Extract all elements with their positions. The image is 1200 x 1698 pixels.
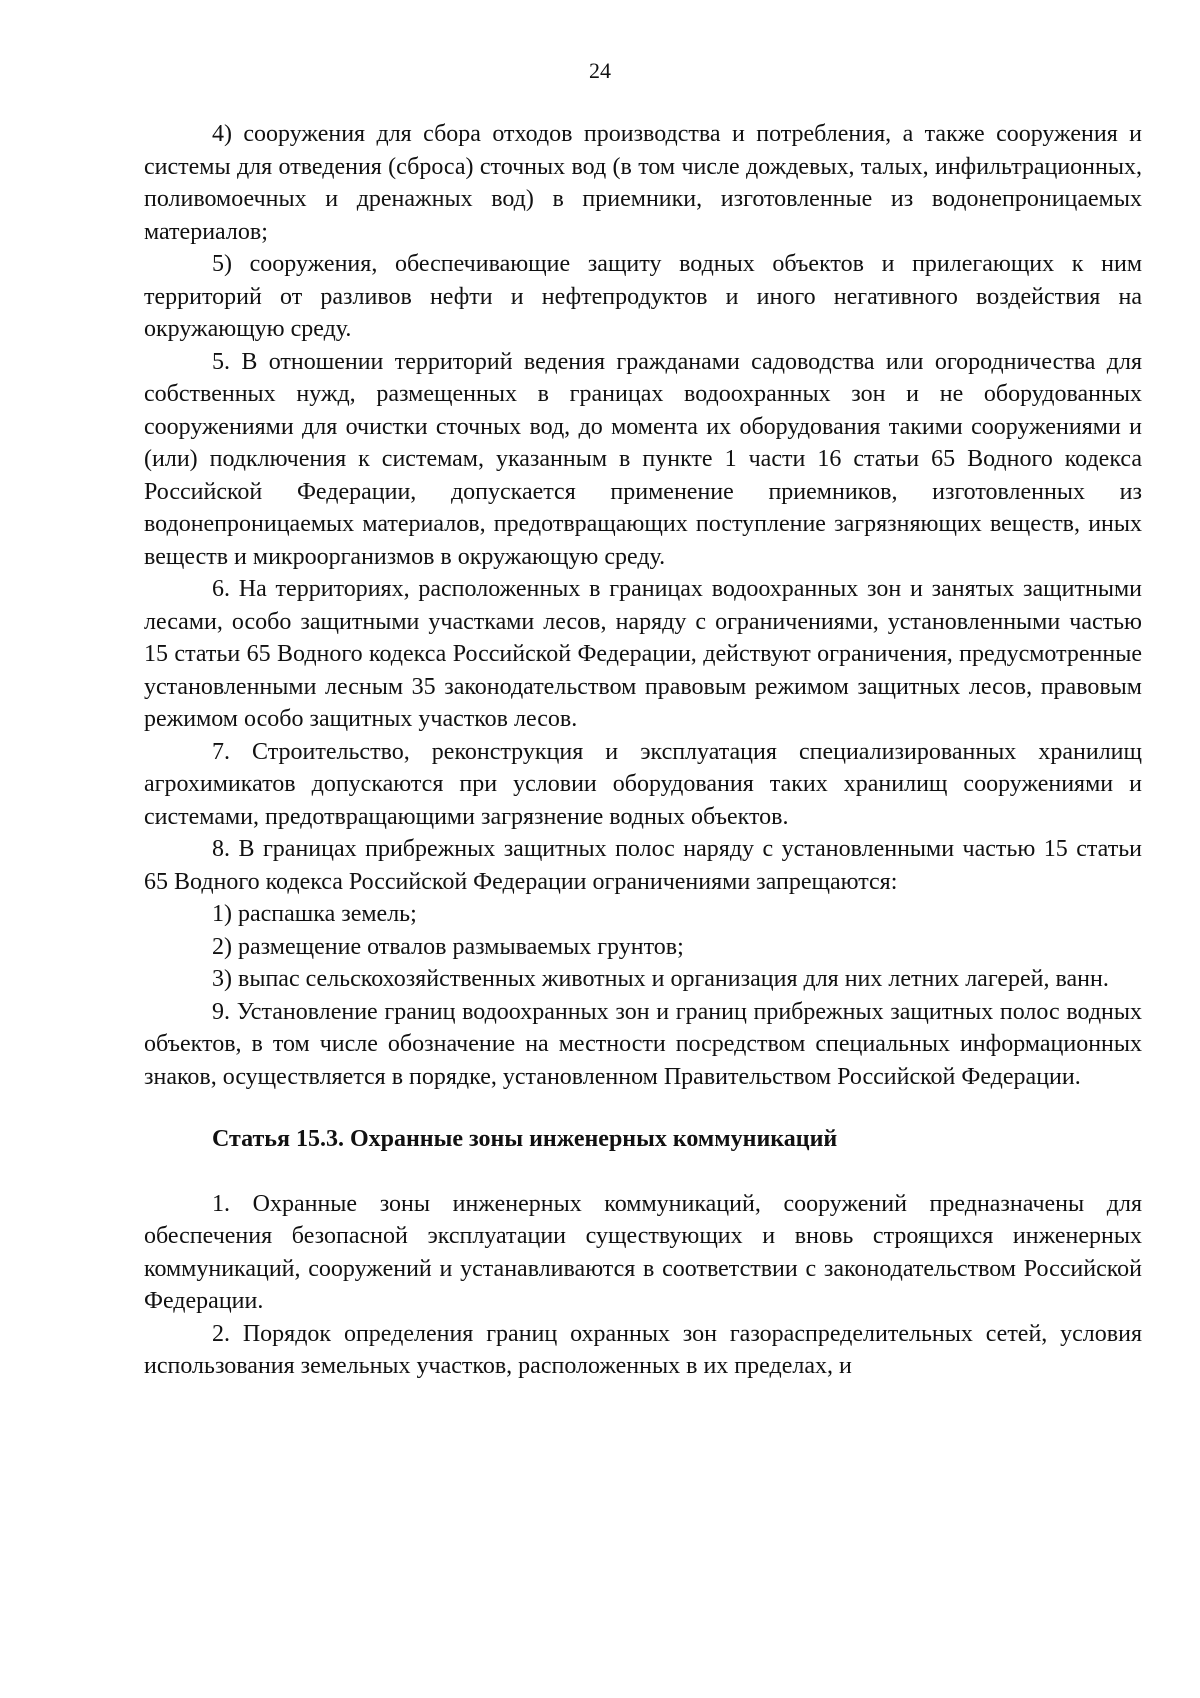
paragraph-article-point-1: 1. Охранные зоны инженерных коммуникаций, сооружений предназначены для обеспечения безопасной эксплуатации существующих и вновь строящихся инженерных коммуникаций, сооружений и устанавливаются в соответствии с законодательством Российской Федерации. (144, 1190, 1142, 1314)
section-heading: Статья 15.3. Охранные зоны инженерных коммуникаций (212, 1126, 838, 1152)
paragraph-point-8: 8. В границах прибрежных защитных полос наряду с установленными частью 15 статьи 65 Водного кодекса Российской Федерации ограничениями запрещаются: (144, 836, 1142, 895)
paragraph-subitem-3: 3) выпас сельскохозяйственных животных и организация для них летних лагерей, ванн. (212, 966, 1109, 992)
paragraph-item-4: 4) сооружения для сбора отходов производства и потребления, а также сооружения и системы для отведения (сброса) сточных вод (в том числе дождевых, талых, инфильтрационных, поливомоечных и дренажных вод) в приемники, изготовленные из водонепроницаемых материалов; (144, 121, 1142, 245)
paragraph-subitem-1: 1) распашка земель; (212, 901, 417, 927)
paragraph-point-7: 7. Строительство, реконструкция и эксплуатация специализированных хранилищ агрохимикатов допускаются при условии оборудования таких хранилищ сооружениями и системами, предотвращающими загрязнение водных объектов. (144, 738, 1142, 830)
paragraph-point-5: 5. В отношении территорий ведения гражданами садоводства или огородничества для собственных нужд, размещенных в границах водоохранных зон и не оборудованных сооружениями для очистки сточных вод, до момента их оборудования такими сооружениями и (или) подключения к системам, указанным в пункте 1 части 16 статьи 65 Водного кодекса Российской Федерации, допускается применение приемников, изготовленных из водонепроницаемых материалов, предотвращающих поступление загрязняющих веществ, иных веществ и микроорганизмов в окружающую среду. (144, 348, 1142, 570)
paragraph-article-point-2: 2. Порядок определения границ охранных зон газораспределительных сетей, условия использования земельных участков, расположенных в их пределах, и (144, 1320, 1142, 1379)
page-number: 24 (589, 58, 611, 83)
paragraph-point-6: 6. На территориях, расположенных в границах водоохранных зон и занятых защитными лесами, особо защитными участками лесов, наряду с ограничениями, установленными частью 15 статьи 65 Водного кодекса Российской Федерации, действуют ограничения, предусмотренные установленными лесным 35 законодательством правовым режимом защитных лесов, правовым режимом особо защитных участков лесов. (144, 576, 1142, 732)
document-body (144, 118, 1142, 1383)
paragraph-point-9: 9. Установление границ водоохранных зон и границ прибрежных защитных полос водных объектов, в том числе обозначение на местности посредством специальных информационных знаков, осуществляется в порядке, установленном Правительством Российской Федерации. (144, 998, 1142, 1090)
paragraph-subitem-2: 2) размещение отвалов размываемых грунтов; (212, 933, 684, 960)
paragraph-item-5: 5) сооружения, обеспечивающие защиту водных объектов и прилегающих к ним территорий от разливов нефти и нефтепродуктов и иного негативного воздействия на окружающую среду. (144, 251, 1142, 342)
